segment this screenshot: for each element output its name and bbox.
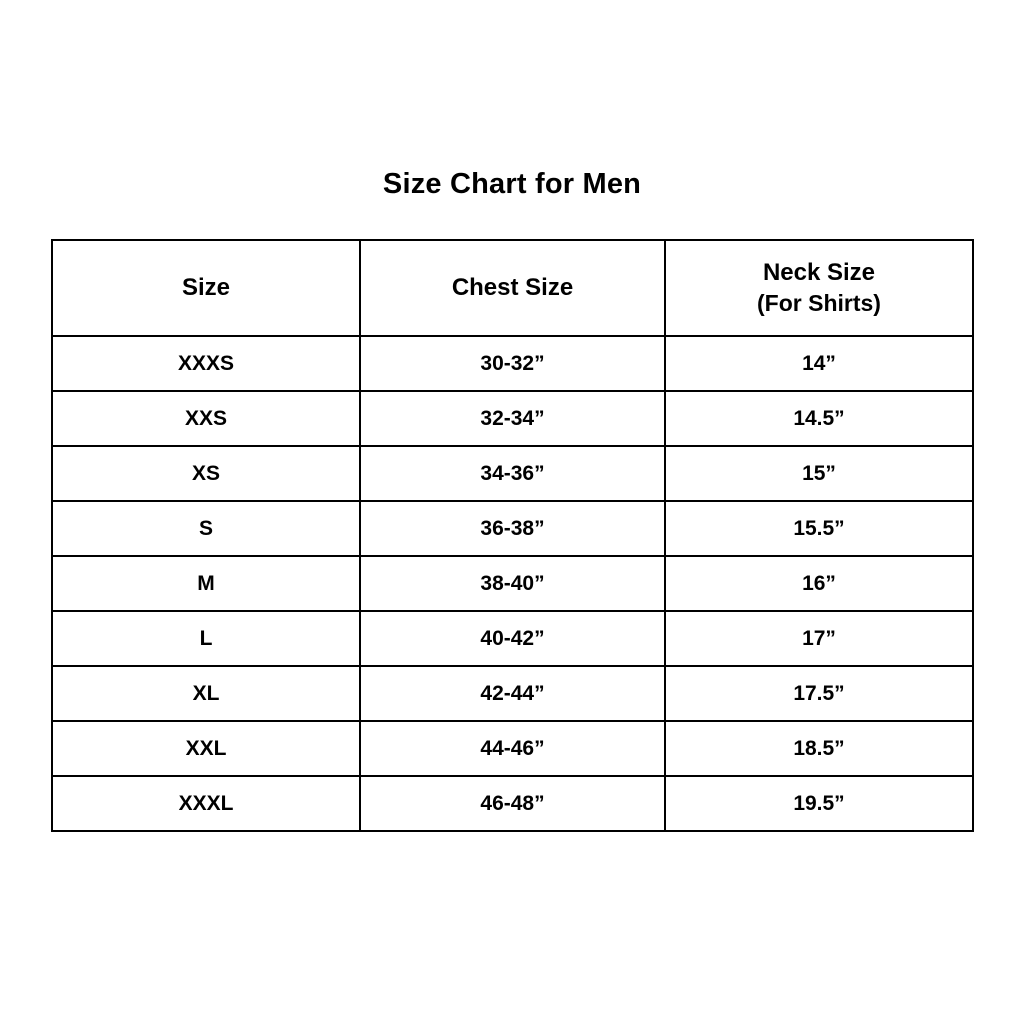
cell-neck: 15.5”: [665, 501, 973, 556]
table-row: [52, 666, 973, 721]
cell-size: XXXS: [52, 336, 360, 391]
cell-chest: 30-32”: [360, 336, 665, 391]
table-header: [52, 240, 973, 336]
cell-size: XL: [52, 666, 360, 721]
column-header-neck-sublabel: (For Shirts): [757, 289, 881, 316]
cell-neck: 14”: [665, 336, 973, 391]
cell-chest: 46-48”: [360, 776, 665, 831]
table-row: [52, 501, 973, 556]
table-row: [52, 611, 973, 666]
cell-size: M: [52, 556, 360, 611]
cell-neck: 17”: [665, 611, 973, 666]
column-header-size: [52, 240, 360, 336]
cell-neck: 17.5”: [665, 666, 973, 721]
column-header-chest-label: Chest Size: [451, 273, 574, 301]
cell-chest: 36-38”: [360, 501, 665, 556]
table-row: [52, 336, 973, 391]
cell-neck: 14.5”: [665, 391, 973, 446]
cell-size: XS: [52, 446, 360, 501]
cell-chest: 42-44”: [360, 666, 665, 721]
column-header-size-label: Size: [181, 273, 231, 301]
table-row: [52, 776, 973, 831]
column-header-neck: [665, 240, 973, 336]
cell-chest: 38-40”: [360, 556, 665, 611]
cell-neck: 19.5”: [665, 776, 973, 831]
size-chart-table: [51, 239, 974, 832]
cell-chest: 40-42”: [360, 611, 665, 666]
table-header-row: [52, 240, 973, 336]
table-row: [52, 391, 973, 446]
cell-size: L: [52, 611, 360, 666]
cell-chest: 32-34”: [360, 391, 665, 446]
cell-size: XXS: [52, 391, 360, 446]
page-title: Size Chart for Men: [382, 168, 642, 200]
column-header-neck-label: Neck Size: [762, 258, 876, 286]
cell-chest: 44-46”: [360, 721, 665, 776]
cell-size: XXXL: [52, 776, 360, 831]
cell-chest: 34-36”: [360, 446, 665, 501]
table-body: [52, 336, 973, 831]
cell-size: S: [52, 501, 360, 556]
table-row: [52, 556, 973, 611]
cell-neck: 15”: [665, 446, 973, 501]
table-row: [52, 446, 973, 501]
column-header-chest: [360, 240, 665, 336]
cell-size: XXL: [52, 721, 360, 776]
cell-neck: 16”: [665, 556, 973, 611]
table-row: [52, 721, 973, 776]
cell-neck: 18.5”: [665, 721, 973, 776]
